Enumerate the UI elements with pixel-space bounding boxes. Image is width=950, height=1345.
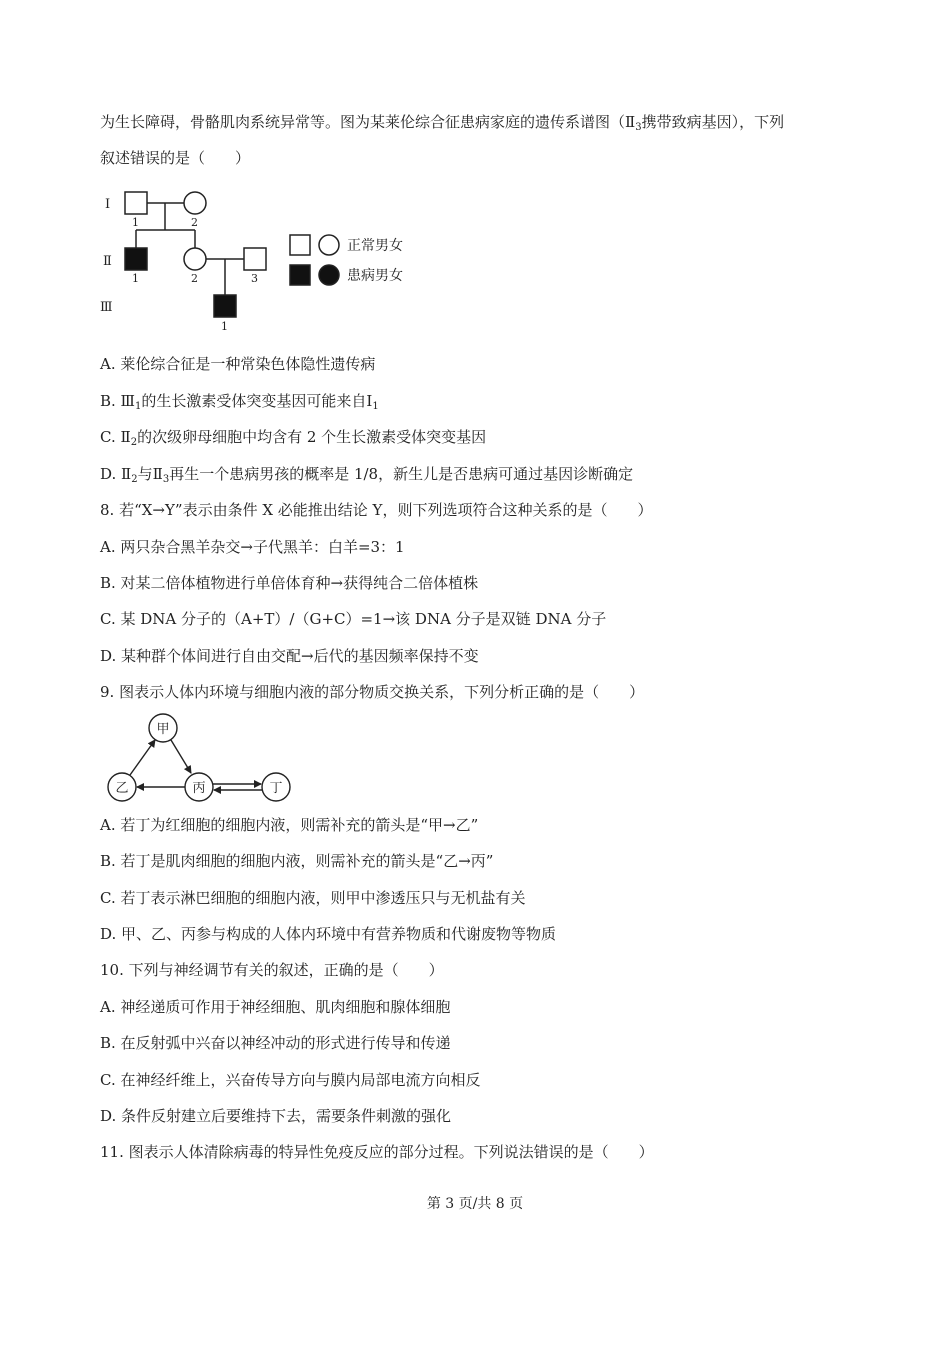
- pedigree-II-1-number: 1: [132, 272, 139, 285]
- pedigree-I-2-number: 2: [191, 216, 198, 229]
- legend-affected-male-icon: [290, 265, 310, 285]
- pedigree-gen-II-label: Ⅱ: [103, 254, 112, 269]
- legend-normal-male-icon: [290, 235, 310, 255]
- page-number: 第 3 页/共 8 页: [426, 1196, 524, 1212]
- q9-option-a: A. 若丁为红细胞的细胞内液，则需补充的箭头是“甲→乙”: [100, 816, 479, 834]
- pedigree-II-3-normal-male: [244, 248, 266, 270]
- q8-option-b: B. 对某二倍体植物进行单倍体育种→获得纯合二倍体植株: [100, 574, 479, 592]
- q10-option-b: B. 在反射弧中兴奋以神经冲动的形式进行传导和传递: [100, 1034, 451, 1052]
- q10-stem: 10. 下列与神经调节有关的叙述，正确的是（ ）: [100, 961, 444, 979]
- intro-line-1: 为生长障碍，骨骼肌肉系统异常等。图为某莱伦综合征患病家庭的遗传系谱图（$Ⅱ_3$携带致病基因），下列: [100, 113, 785, 133]
- q7-option-b: B. $Ⅲ_1$的生长激素受体突变基因可能来自$Ⅰ_1$: [100, 392, 379, 412]
- pedigree-II-2-number: 2: [191, 272, 198, 285]
- pedigree-gen-III-label: Ⅲ: [100, 300, 113, 315]
- legend-affected-label: 患病男女: [347, 268, 403, 284]
- pedigree-III-1-affected-male: [214, 295, 236, 317]
- pedigree-gen-I-label: Ⅰ: [105, 197, 111, 212]
- pedigree-III-1-number: 1: [221, 320, 228, 333]
- q10-option-a: A. 神经递质可作用于神经细胞、肌肉细胞和腺体细胞: [100, 998, 451, 1016]
- q9-option-b: B. 若丁是肌肉细胞的细胞内液，则需补充的箭头是“乙→丙”: [100, 852, 494, 870]
- pedigree-II-3-number: 3: [251, 272, 258, 285]
- node-bing-label: 丙: [192, 781, 206, 796]
- q10-option-d: D. 条件反射建立后要维持下去，需要条件刺激的强化: [100, 1107, 452, 1125]
- intro-line-2: 叙述错误的是（ ）: [100, 149, 251, 167]
- fluid-exchange-diagram: [100, 710, 300, 810]
- arrow-yi-to-jia: [130, 740, 155, 775]
- legend-normal-female-icon: [319, 235, 339, 255]
- arrow-jia-to-bing: [171, 740, 191, 773]
- q9-option-d: D. 甲、乙、丙参与构成的人体内环境中有营养物质和代谢废物等物质: [100, 925, 557, 943]
- legend-normal-label: 正常男女: [347, 238, 403, 254]
- pedigree-II-2-normal-female: [184, 248, 206, 270]
- pedigree-chart: [95, 185, 435, 345]
- node-ding-label: 丁: [269, 781, 283, 796]
- q9-option-c: C. 若丁表示淋巴细胞的细胞内液，则甲中渗透压只与无机盐有关: [100, 889, 526, 907]
- q8-option-c: C. 某 DNA 分子的（A+T）/（G+C）=1→该 DNA 分子是双链 DNA 分子: [100, 610, 607, 628]
- pedigree-I-2-normal-female: [184, 192, 206, 214]
- q10-option-c: C. 在神经纤维上，兴奋传导方向与膜内局部电流方向相反: [100, 1071, 481, 1089]
- legend-affected-female-icon: [319, 265, 339, 285]
- node-jia-label: 甲: [156, 722, 170, 737]
- pedigree-I-1-normal-male: [125, 192, 147, 214]
- q8-option-d: D. 某种群个体间进行自由交配→后代的基因频率保持不变: [100, 647, 479, 665]
- q7-option-c: C. $Ⅱ_2$的次级卵母细胞中均含有 2 个生长激素受体突变基因: [100, 428, 487, 448]
- q9-stem: 9. 图表示人体内环境与细胞内液的部分物质交换关系，下列分析正确的是（ ）: [100, 683, 645, 701]
- q8-stem: 8. 若“X→Y”表示由条件 X 必能推出结论 Y，则下列选项符合这种关系的是（ ）: [100, 501, 653, 519]
- node-yi-label: 乙: [115, 781, 129, 796]
- pedigree-II-1-affected-male: [125, 248, 147, 270]
- q8-option-a: A. 两只杂合黑羊杂交→子代黑羊：白羊=3：1: [100, 538, 405, 556]
- pedigree-I-1-number: 1: [132, 216, 139, 229]
- q7-option-d: D. $Ⅱ_2$与$Ⅱ_3$再生一个患病男孩的概率是 1/8，新生儿是否患病可通过基因诊断确定: [100, 465, 634, 485]
- q7-option-a: A. 莱伦综合征是一种常染色体隐性遗传病: [100, 355, 376, 373]
- q11-stem: 11. 图表示人体清除病毒的特异性免疫反应的部分过程。下列说法错误的是（ ）: [100, 1143, 654, 1161]
